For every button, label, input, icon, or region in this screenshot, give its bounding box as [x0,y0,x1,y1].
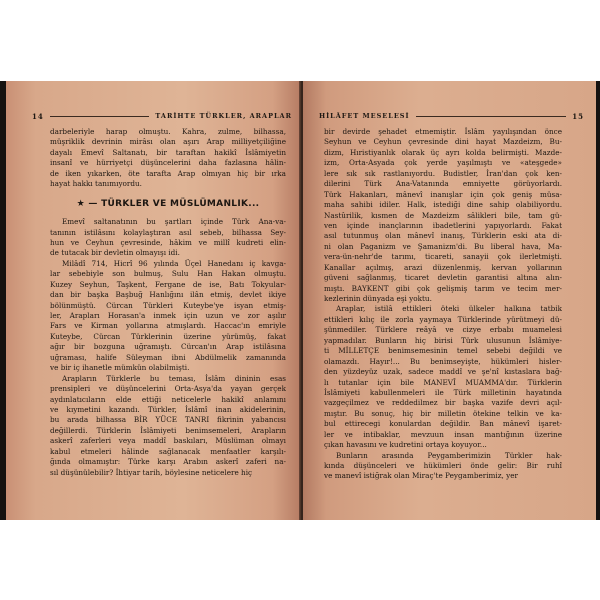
text-line: dan bir başka Başbuğ Hanlığını ilân etmiş, devlet ikiye [50,290,286,300]
text-line: İslâmiyeti kabullenmeleri ile Türk milletinin hayatında [324,387,562,397]
text-line: bul ettirecegi konulardan değildir. Ban mânevî işaret- [324,419,562,429]
running-head-right: HİLÂFET MESELESİ [319,112,410,120]
text-line: olamazdı. Hayır!... Bu benimseyişte, hükümleri hisler- [324,356,562,366]
text-line: insanî ve hürriyetçi düşüncelerini daha fazlasına hâlin- [50,158,286,168]
header-rule-right [416,116,567,117]
header-rule-left [50,116,150,117]
text-line: Araplar, istilâ ettikleri öteki ülkeler halkına tatbik [336,304,562,314]
text-line: ve bir iç ihanetle mümkün olabilmişti. [50,363,190,373]
right-paragraph-block-bottom [324,304,562,481]
text-line: prensipleri ve düşüncelerini Orta-Asya'da yayan gerçek [50,384,286,394]
right-page-body [324,127,562,482]
text-line: ve kıymetini kazandı. Türkler, İslâmî inan akidelerinin, [50,404,286,414]
text-line: maha sahibi idiler. Halk, istediği dine sahip olabiliyordu. [324,200,562,210]
left-page [6,81,302,520]
text-line: Bunların arasında Peygamberimizin Türkler hak- [336,450,562,460]
text-line: kında düşünceleri ve hükümleri önde gelir: Bir ruhî [324,461,562,470]
text-line: Kuzey Seyhun, Taşkent, Fergane de ise, Batı Tokyular- [50,279,286,289]
text-line: ven içinde inançlarının ibadetlerini yapıyorlardı. Fakat [324,220,562,230]
right-page-header [319,109,584,123]
text-line: güveni sağlanmış, ticaret devletin garantisi altına alın- [324,273,562,283]
text-line: şünmediler. Türklere reâyâ ve cizye erbabı muamelesi [324,325,562,335]
text-line: vazgeçilmez ve reddedilmez bir başka vazife devri açıl- [324,398,562,408]
text-line: ler ve intibaklar, mevzuun insan mantığının üzerine [324,429,562,439]
left-paragraph-block-bottom [50,217,286,478]
text-line: de tutacak bir devletin olmayışı idi. [50,248,180,258]
text-line: den yüzdeyüz uzak, sadece maddî ve şe'nî kıstaslara bağ- [324,367,562,377]
text-line: ler, Arapları Horasan'a inmek için uzun ve zor aşılır [50,311,286,321]
text-line: askerî zaferleri veya maddî baskıları, Müslüman olmayı [50,436,286,446]
text-line: dizm, Hıristiyanlık olarak üç ayrı kolda belirmişti. Mazde- [324,147,562,157]
text-line: dilerini Türk Ana-Vatanında emniyette görüyorlardı. [324,179,562,189]
text-line: bir devirde şehadet etmemiştir. İslâm yayılışından önce [324,127,562,136]
text-line: mıştı. BAYKENT gibi çok gelişmiş tarım ve tecim mer- [324,283,562,293]
text-line: Milâdî 714, Hicrî 96 yılında Üçel Hanedanı iç kavga- [62,258,286,268]
text-line: değillerdi. Türklerin İslâmiyeti benimsemeleri, Arapların [50,425,286,435]
text-line: Emevî saltanatının bu şartları içinde Türk Ana-va- [62,217,286,227]
text-line: Seyhun ve Ceyhun çevresinde dini hayat Mazdeizm, Bu- [324,137,562,147]
text-line: uğraması, halife Süleyman ibni Abdülmelik zamanında [50,352,286,362]
book-spread [0,81,600,520]
page-number-right: 15 [572,111,584,121]
left-page-header [32,109,292,123]
right-paragraph-block-top [324,127,562,304]
text-line: kezlerinin dünyada eşi yoktu. [324,294,432,303]
text-line: tanının istilâsını kolaylaştıran asıl sebeb, bilhassa Sey- [50,227,286,237]
text-line: hayat hakkı tanımıyordu. [50,179,142,189]
left-page-body [50,127,286,478]
text-line: çıkan havasını ve kudretini ortaya koyuyor... [324,440,487,450]
running-head-left: TARİHTE TÜRKLER, ARAPLAR [155,112,292,120]
text-line: yapmadılar. Bunların hiç birisi Türk ulusunun İslâmiye- [324,335,562,345]
text-line: aydınlatıcıların elde ettiği neticelerle hakikî anlamını [50,394,286,404]
text-line: Fars ve Kirman yollarına atmışlardı. Haccac'ın emriyle [50,321,286,331]
text-line: ağır bir bozguna uğramıştı. Cürcan'ın Arap istilâsına [50,342,286,352]
text-line: mıştır. Bu sonuç, hiç bir milletin ötekine telkin ve ka- [324,408,562,418]
text-line: dayalı Emevî Saltanatı, bir taraftan hakikî İslâmiyetin [50,147,286,157]
text-line: kabul etmeleri hâlinde sağlanacak menfaatler karşılı- [50,446,286,456]
left-paragraph-block-top [50,127,286,190]
text-line: hun ve Ceyhun çevresinde, hâkim ve millî kudreti elin- [50,237,286,247]
text-line: Kuteybe, Cürcan Türklerinin üzerine yürümüş, fakat [50,331,286,341]
text-line: bölünmüştü. Cürcan Türkleri Kuteybe'ye isyan etmiş- [50,300,286,310]
text-line: ti MİLLETÇE benimsemesinin temel sebebi değildi ve [324,346,562,356]
text-line: Kanallar açılmış, arazi düzenlenmiş, kervan yollarının [324,262,562,272]
text-line: Nastûrilik, kısmen de Mazdeizm sâlikleri bile, tam gü- [324,210,562,220]
text-line: izm, Orta-Asyada çok yerde yaşılmıştı ve «ateşgede» [324,158,562,168]
text-line: lere sık sık rastlanıyordu. Budistler, İran'dan çok ken- [324,168,562,178]
text-line: ve manevî istiğrak olan Miraç'te Peygamberimiz, yer [324,471,519,481]
text-line: ğında olmamıştır: Türke karşı Arabın askerî zaferi na- [50,457,286,467]
text-line: Arapların Türklerle bu teması, İslâm dininin esas [62,373,286,383]
text-line: asıl tutunmuş olan mânevî inanış, Türklerin eski ata di- [324,231,562,241]
text-line: de iken yıkarken, öte tarafta Arap olmıyan hiç bir ırka [50,168,286,178]
section-heading: ★ — TÜRKLER VE MÜSLÜMANLIK... [76,198,260,209]
page-number-left: 14 [32,111,44,121]
text-line: lı tutanlar için bile MANEVÎ MUAMMA'dır. Türklerin [324,377,562,387]
right-page [303,81,596,520]
text-line: ettikleri kılıç ile zorla yaymaya Türklerinde yürütmeyi dü- [324,314,562,324]
text-line: müşriklik devrinin mirâsı olan aşırı Arap milliyetçiliğine [50,137,286,147]
text-line: vera-ün-nehr'de tarımı, ticareti, sanayii çok ilerletmişti. [324,252,562,262]
text-line: ni olan Paganizm ve Şamanizm'di. Bu liberal hava, Ma- [324,241,562,251]
text-line: lar sebebiyle son bulmuş, Sulu Han Hakan olmuştu. [50,269,286,279]
text-line: darbeleriyle harap olmuştu. Kahra, zulme, bilhassa, [50,127,286,136]
text-line: Türk Hakanları, mânevî inanışlar için çok geniş müsa- [324,189,562,199]
text-line: bu arada bilhassa BİR YÜCE TANRI fikrinin yabancısı [50,415,286,425]
text-line: sıl düşünülebilir? İhtiyar tarih, böylesine neticelere hiç [50,467,253,477]
